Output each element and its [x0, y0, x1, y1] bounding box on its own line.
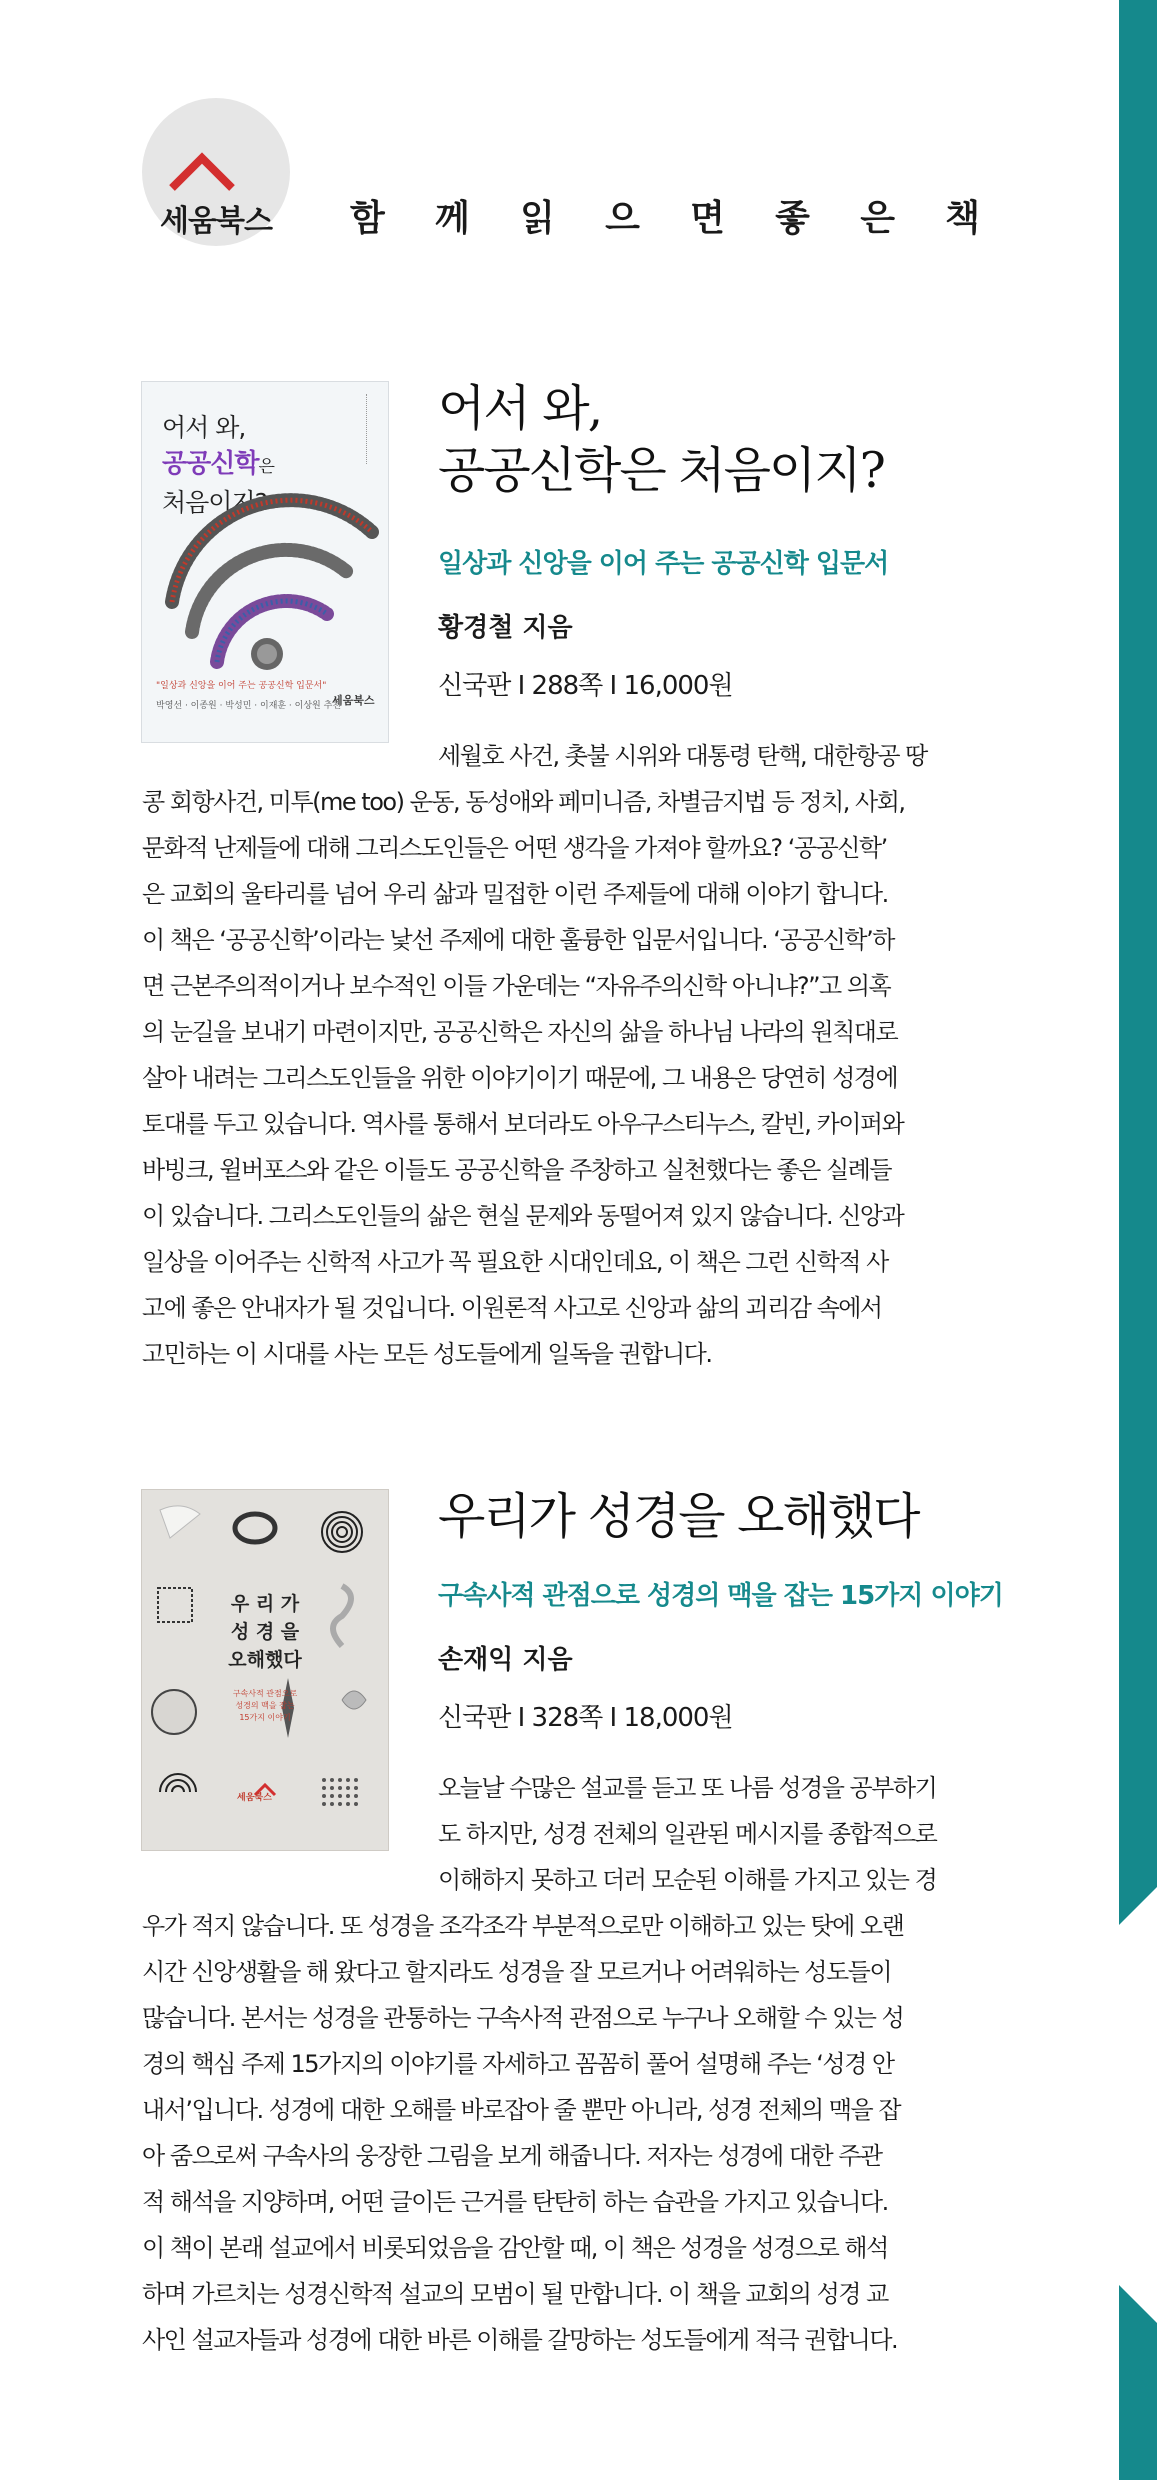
description-line: 아 줌으로써 구속사의 웅장한 그림을 보게 해줍니다. 저자는 성경에 대한 주관: [142, 2142, 882, 2170]
tagline-char: 으: [605, 198, 640, 239]
description-line: 일상을 이어주는 신학적 사고가 꼭 필요한 시대인데요, 이 책은 그런 신학적 사: [142, 1248, 888, 1276]
description-line: 많습니다. 본서는 성경을 관통하는 구속사적 관점으로 누구나 오해할 수 있는 성: [142, 2004, 904, 2032]
cover-title-line: 성 경 을: [230, 1621, 300, 1643]
book-author: 황경철 지음: [438, 613, 573, 643]
tagline-char: 면: [690, 198, 725, 239]
description-line: 내서’입니다. 성경에 대한 오해를 바로잡아 줄 뿐만 아니라, 성경 전체의 맥을 잡: [142, 2096, 901, 2124]
description-line: 면 근본주의적이거나 보수적인 이들 가운데는 “자유주의신학 아니냐?”고 의혹: [142, 972, 891, 1000]
tagline-char: 책: [945, 198, 980, 239]
cover-subtitle: [142, 1688, 388, 1724]
book-description: [142, 1765, 984, 2363]
description-line: 적 해석을 지양하며, 어떤 글이든 근거를 탄탄히 하는 습관을 가지고 있습니다.: [142, 2188, 888, 2216]
book-cover-1: [142, 382, 388, 742]
cover-endorsers: 박영선 · 이종원 · 박성민 · 이재훈 · 이상원 추천: [156, 701, 341, 711]
book-meta: 신국판 I 288쪽 I 16,000원: [438, 671, 733, 701]
description-line: 세월호 사건, 촛불 시위와 대통령 탄핵, 대한항공 땅: [438, 742, 927, 770]
wifi-crowd-illustration: [142, 442, 388, 702]
description-line: 시간 신앙생활을 해 왔다고 할지라도 성경을 잘 모르거나 어려워하는 성도들이: [142, 1958, 892, 1986]
description-line: 이 있습니다. 그리스도인들의 삶은 현실 문제와 동떨어져 있지 않습니다. 신앙과: [142, 1202, 904, 1230]
tagline-char: 좋: [775, 198, 810, 239]
book-author: 손재익 지음: [438, 1645, 573, 1675]
cover-title-line: 우 리 가: [230, 1593, 300, 1615]
description-line: 은 교회의 울타리를 넘어 우리 삶과 밀접한 이런 주제들에 대해 이야기 합니다.: [142, 880, 888, 908]
description-line: 도 하지만, 성경 전체의 일관된 메시지를 종합적으로: [438, 1820, 937, 1848]
header-tagline: [350, 190, 980, 241]
description-line: 고에 좋은 안내자가 될 것입니다. 이원론적 사고로 신앙과 삶의 괴리감 속에서: [142, 1294, 882, 1322]
cover-title-highlight: 공공신학: [162, 449, 259, 479]
book-subtitle: 일상과 신앙을 이어 주는 공공신학 입문서: [438, 549, 889, 579]
tagline-char: 읽: [520, 198, 555, 239]
cover-title: [142, 1590, 388, 1674]
book-subtitle: 구속사적 관점으로 성경의 맥을 잡는 15가지 이야기: [438, 1581, 1003, 1611]
tagline-char: 함: [350, 198, 385, 239]
book-title: 우리가 성경을 오해했다: [438, 1488, 919, 1545]
description-line: 우가 적지 않습니다. 또 성경을 조각조각 부분적으로만 이해하고 있는 탓에 오랜: [142, 1912, 904, 1940]
description-line: 경의 핵심 주제 15가지의 이야기를 자세하고 꼼꼼히 풀어 설명해 주는 ‘성경 안: [142, 2050, 894, 2078]
description-line: 바빙크, 윌버포스와 같은 이들도 공공신학을 주창하고 실천했다는 좋은 실례들: [142, 1156, 892, 1184]
publisher-logo-text: 세움북스: [160, 204, 272, 239]
description-line: 이 책은 ‘공공신학’이라는 낯선 주제에 대한 훌륭한 입문서입니다. ‘공공신학’하: [142, 926, 894, 954]
description-line: 이 책이 본래 설교에서 비롯되었음을 감안할 때, 이 책은 성경을 성경으로 해석: [142, 2234, 888, 2262]
description-line: 살아 내려는 그리스도인들을 위한 이야기이기 때문에, 그 내용은 당연히 성경에: [142, 1064, 898, 1092]
cover-title-line: 오해했다: [228, 1649, 302, 1671]
book-title-line: 공공신학은 처음이지?: [438, 442, 884, 499]
book-title: [438, 378, 884, 502]
cover-title-suffix: 은: [258, 457, 274, 477]
description-line: 의 눈길을 보내기 마련이지만, 공공신학은 자신의 삶을 하나님 나라의 원칙대로: [142, 1018, 898, 1046]
description-line: 오늘날 수많은 설교를 듣고 또 나름 성경을 공부하기: [438, 1774, 937, 1802]
description-line: 토대를 두고 있습니다. 역사를 통해서 보더라도 아우구스티누스, 칼빈, 카이퍼와: [142, 1110, 904, 1138]
cover-publisher: 세움북스: [237, 1793, 272, 1803]
cover-subtitle-line: 15가지 이야기: [239, 1713, 291, 1722]
cover-title-line: 처음이지?: [162, 488, 267, 517]
cover-subtitle: "일상과 신앙을 이어 주는 공공신학 입문서": [156, 681, 327, 691]
cover-title-line: 어서 와,: [162, 413, 246, 442]
description-line: 문화적 난제들에 대해 그리스도인들은 어떤 생각을 가져야 할까요? ‘공공신학’: [142, 834, 887, 862]
tagline-char: 께: [435, 198, 470, 239]
cover-subtitle-line: 성경의 맥을 잡는: [235, 1701, 295, 1710]
description-line: 콩 회항사건, 미투(me too) 운동, 동성애와 페미니즘, 차별금지법 등 정치, 사회,: [142, 788, 905, 816]
description-line: 고민하는 이 시대를 사는 모든 성도들에게 일독을 권합니다.: [142, 1340, 712, 1368]
cover-publisher: 세움북스: [332, 694, 375, 707]
tagline-char: 은: [860, 198, 895, 239]
cover-subtitle-line: 구속사적 관점으로: [232, 1689, 298, 1698]
book-meta: 신국판 I 328쪽 I 18,000원: [438, 1703, 733, 1733]
description-line: 하며 가르치는 성경신학적 설교의 모범이 될 만합니다. 이 책을 교회의 성경 교: [142, 2280, 888, 2308]
description-line: 사인 설교자들과 성경에 대한 바른 이해를 갈망하는 성도들에게 적극 권합니다.: [142, 2326, 898, 2354]
side-bar-notch: [1119, 1925, 1157, 2285]
description-line: 이해하지 못하고 더러 모순된 이해를 가지고 있는 경: [438, 1866, 937, 1894]
book-title-line: 어서 와,: [438, 380, 602, 437]
book-description: [142, 733, 984, 1377]
